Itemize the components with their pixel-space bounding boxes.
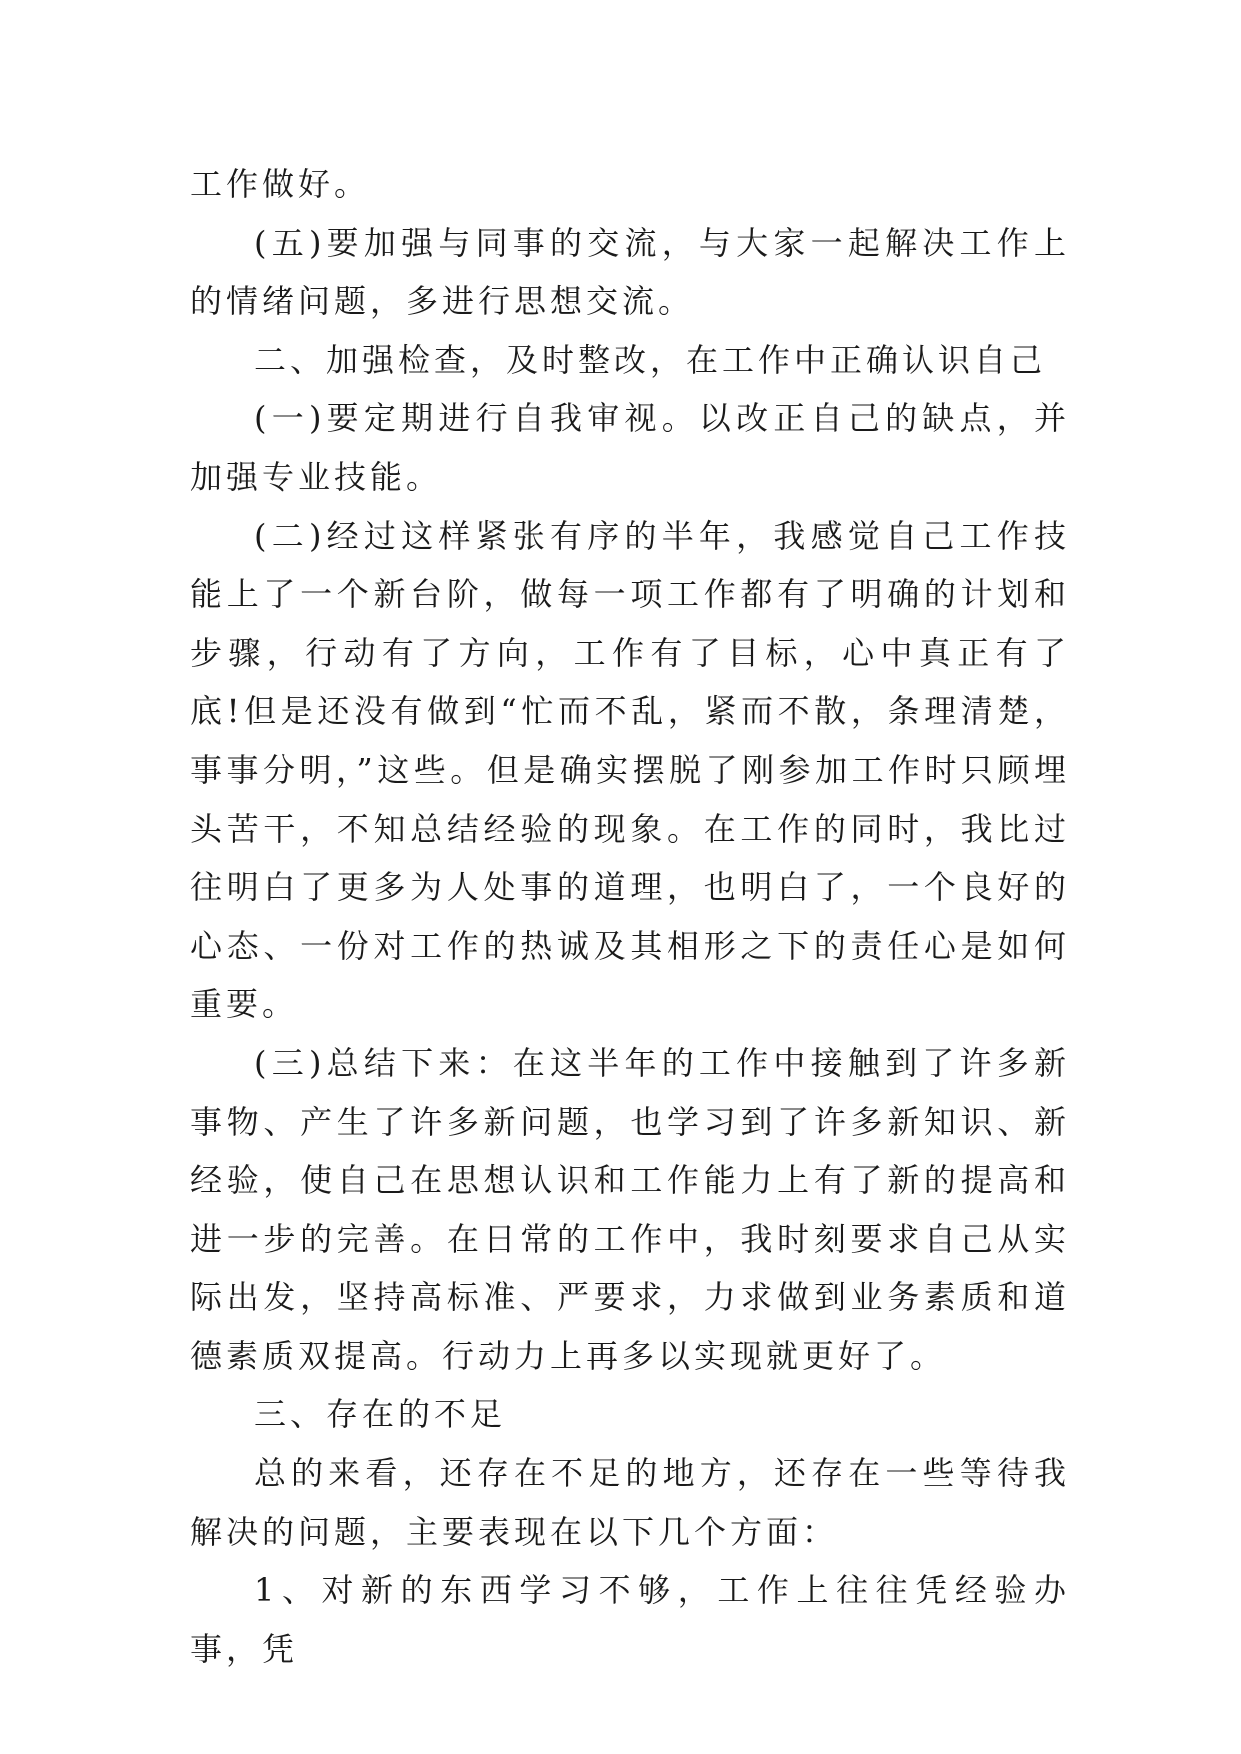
paragraph-item-3: (三)总结下来：在这半年的工作中接触到了许多新事物、产生了许多新问题，也学习到了许多新知识、新经验，使自己在思想认识和工作能力上有了新的提高和进一步的完善。在日常的工作中，我时刻要求自己从实际出发，坚持高标准、严要求，力求做到业务素质和道德素质双提高。行动力上再多以实现就更好了。: [190, 1043, 1070, 1375]
paragraph-item-1: (一)要定期进行自我审视。以改正自己的缺点，并加强专业技能。: [190, 399, 1070, 496]
section-heading-3: 三、存在的不足: [254, 1395, 507, 1434]
paragraph-continuation: 工作做好。: [190, 165, 371, 203]
paragraph-item-2: (二)经过这样紧张有序的半年，我感觉自己工作技能上了一个新台阶，做每一项工作都有了明确的计划和步骤，行动有了方向，工作有了目标，心中真正有了底!但是还没有做到“忙而不乱，紧而不散，条理清楚，事事分明，”这些。但是确实摆脱了刚参加工作时只顾埋头苦干，不知总结经验的现象。在工作的同时，我比过往明白了更多为人处事的道理，也明白了，一个良好的心态、一份对工作的热诚及其相形之下的责任心是如何重要。: [190, 516, 1070, 1024]
paragraph-summary: 总的来看，还存在不足的地方，还存在一些等待我解决的问题，主要表现在以下几个方面：: [190, 1454, 1070, 1551]
paragraph-item-5: (五)要加强与同事的交流，与大家一起解决工作上的情绪问题，多进行思想交流。: [190, 223, 1070, 321]
paragraph-list-item-1: 1、对新的东西学习不够，工作上往往凭经验办事，凭: [190, 1571, 1070, 1668]
document-body: [190, 155, 1070, 1678]
section-heading-2: 二、加强检查，及时整改，在工作中正确认识自己: [254, 340, 1047, 379]
